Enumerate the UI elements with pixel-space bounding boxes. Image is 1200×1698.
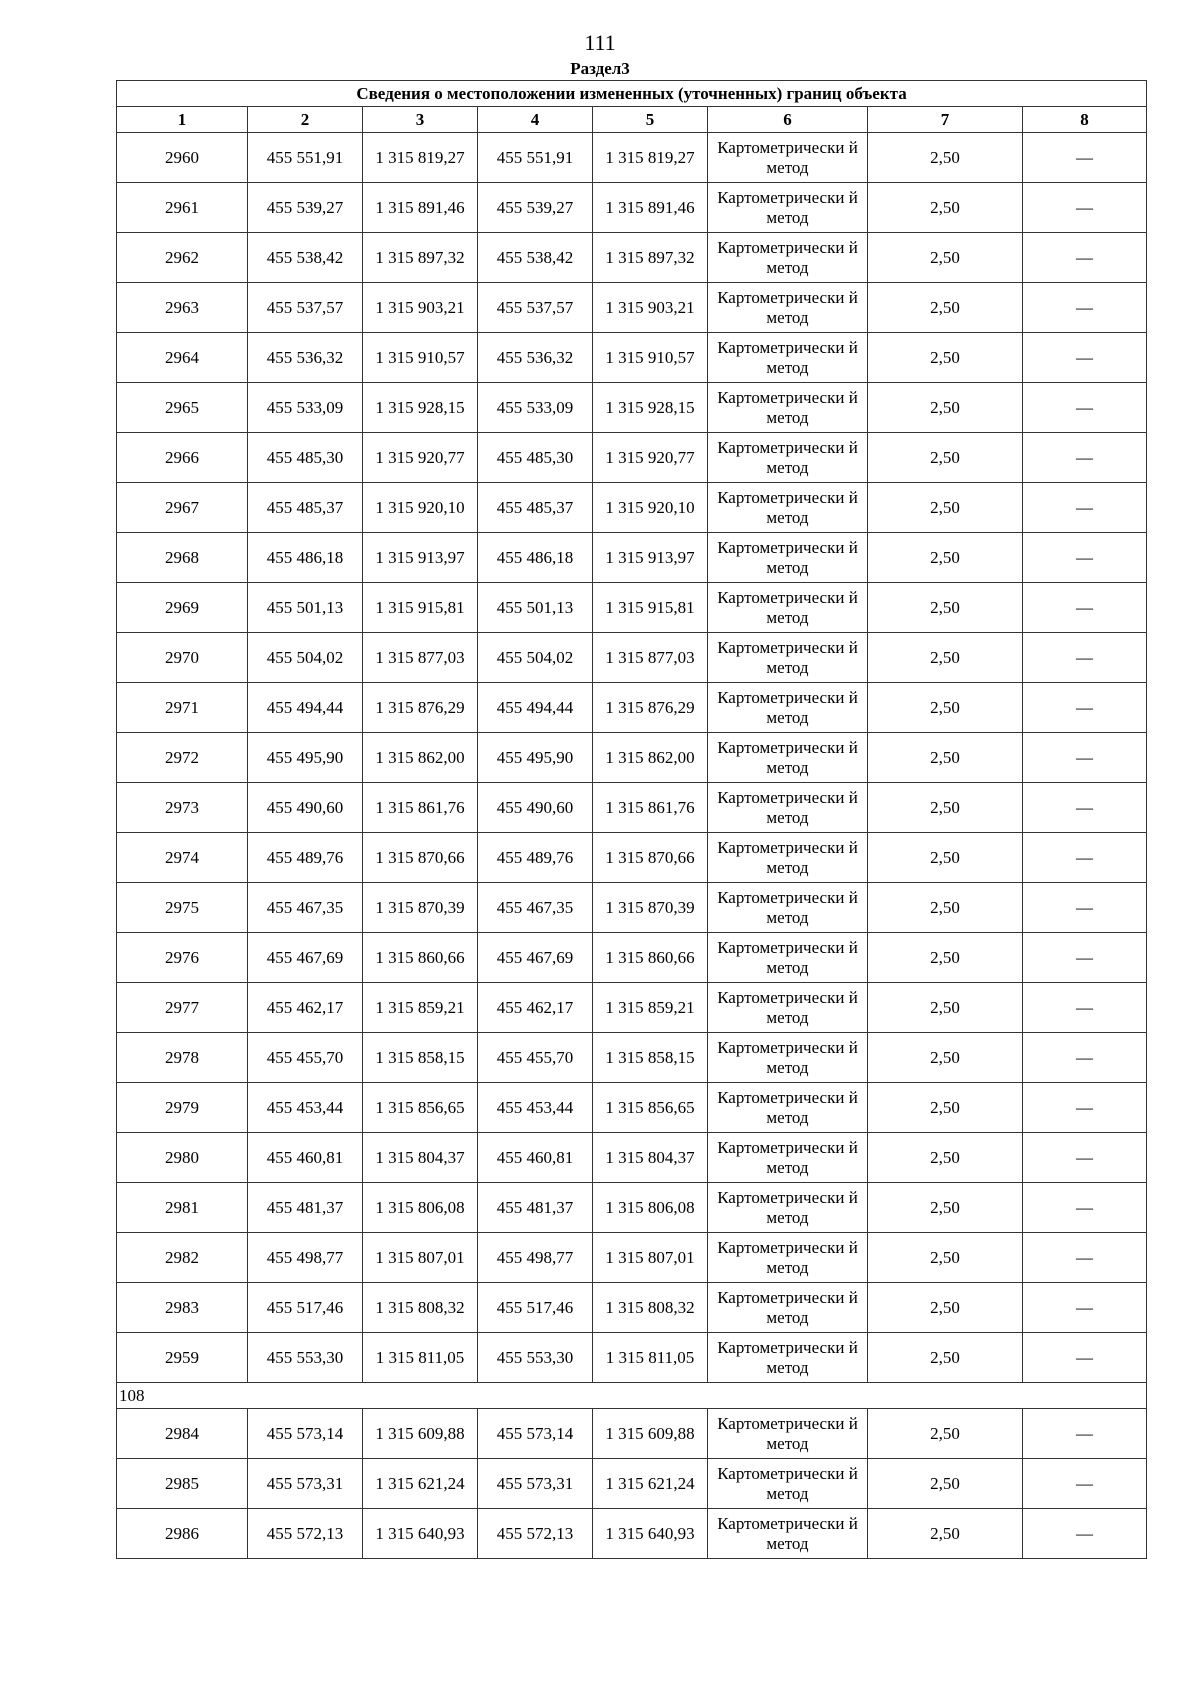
table-row — [117, 933, 1147, 983]
y-new-cell: 1 315 920,10 — [593, 483, 708, 533]
precision-cell: 2,50 — [868, 133, 1023, 183]
precision-cell: 2,50 — [868, 933, 1023, 983]
precision-cell: 2,50 — [868, 783, 1023, 833]
table-row — [117, 133, 1147, 183]
precision-cell: 2,50 — [868, 983, 1023, 1033]
precision-cell: 2,50 — [868, 433, 1023, 483]
table-row — [117, 1233, 1147, 1283]
y-old-cell: 1 315 819,27 — [363, 133, 478, 183]
precision-cell: 2,50 — [868, 1509, 1023, 1559]
x-new-cell: 455 517,46 — [478, 1283, 593, 1333]
method-cell: Картометрически й метод — [708, 783, 868, 833]
precision-cell: 2,50 — [868, 1459, 1023, 1509]
method-cell: Картометрически й метод — [708, 183, 868, 233]
column-number: 1 — [117, 107, 248, 133]
y-old-cell: 1 315 915,81 — [363, 583, 478, 633]
description-cell: — — [1023, 433, 1147, 483]
point-number-cell: 2969 — [117, 583, 248, 633]
table-row — [117, 783, 1147, 833]
x-new-cell: 455 467,69 — [478, 933, 593, 983]
method-cell: Картометрически й метод — [708, 533, 868, 583]
point-number-cell: 2959 — [117, 1333, 248, 1383]
x-old-cell: 455 485,37 — [248, 483, 363, 533]
point-number-cell: 2966 — [117, 433, 248, 483]
y-new-cell: 1 315 806,08 — [593, 1183, 708, 1233]
description-cell: — — [1023, 1409, 1147, 1459]
y-new-cell: 1 315 928,15 — [593, 383, 708, 433]
point-number-cell: 2960 — [117, 133, 248, 183]
point-number-cell: 2972 — [117, 733, 248, 783]
x-old-cell: 455 537,57 — [248, 283, 363, 333]
table-row — [117, 1183, 1147, 1233]
y-old-cell: 1 315 856,65 — [363, 1083, 478, 1133]
description-cell: — — [1023, 933, 1147, 983]
x-new-cell: 455 467,35 — [478, 883, 593, 933]
x-new-cell: 455 536,32 — [478, 333, 593, 383]
x-old-cell: 455 504,02 — [248, 633, 363, 683]
y-new-cell: 1 315 640,93 — [593, 1509, 708, 1559]
y-new-cell: 1 315 877,03 — [593, 633, 708, 683]
method-cell: Картометрически й метод — [708, 983, 868, 1033]
description-cell: — — [1023, 733, 1147, 783]
x-old-cell: 455 467,35 — [248, 883, 363, 933]
method-cell: Картометрически й метод — [708, 1083, 868, 1133]
y-old-cell: 1 315 806,08 — [363, 1183, 478, 1233]
y-new-cell: 1 315 915,81 — [593, 583, 708, 633]
x-new-cell: 455 453,44 — [478, 1083, 593, 1133]
table-row — [117, 1283, 1147, 1333]
column-number: 6 — [708, 107, 868, 133]
x-new-cell: 455 573,14 — [478, 1409, 593, 1459]
y-old-cell: 1 315 903,21 — [363, 283, 478, 333]
description-cell: — — [1023, 283, 1147, 333]
point-number-cell: 2980 — [117, 1133, 248, 1183]
section-title: Раздел3 — [570, 59, 630, 78]
y-new-cell: 1 315 861,76 — [593, 783, 708, 833]
precision-cell: 2,50 — [868, 683, 1023, 733]
x-old-cell: 455 455,70 — [248, 1033, 363, 1083]
y-new-cell: 1 315 621,24 — [593, 1459, 708, 1509]
point-number-cell: 2976 — [117, 933, 248, 983]
method-cell: Картометрически й метод — [708, 1133, 868, 1183]
precision-cell: 2,50 — [868, 1033, 1023, 1083]
method-cell: Картометрически й метод — [708, 833, 868, 883]
description-cell: — — [1023, 233, 1147, 283]
precision-cell: 2,50 — [868, 483, 1023, 533]
table-row — [117, 733, 1147, 783]
point-number-cell: 2981 — [117, 1183, 248, 1233]
table-row — [117, 533, 1147, 583]
method-cell: Картометрически й метод — [708, 433, 868, 483]
y-new-cell: 1 315 819,27 — [593, 133, 708, 183]
y-new-cell: 1 315 903,21 — [593, 283, 708, 333]
method-cell: Картометрически й метод — [708, 633, 868, 683]
description-cell: — — [1023, 383, 1147, 433]
method-cell: Картометрически й метод — [708, 1283, 868, 1333]
point-number-cell: 2963 — [117, 283, 248, 333]
y-new-cell: 1 315 862,00 — [593, 733, 708, 783]
y-old-cell: 1 315 891,46 — [363, 183, 478, 233]
description-cell: — — [1023, 883, 1147, 933]
column-number: 2 — [248, 107, 363, 133]
x-old-cell: 455 573,14 — [248, 1409, 363, 1459]
table-row — [117, 383, 1147, 433]
x-old-cell: 455 573,31 — [248, 1459, 363, 1509]
y-old-cell: 1 315 860,66 — [363, 933, 478, 983]
description-cell: — — [1023, 983, 1147, 1033]
y-old-cell: 1 315 913,97 — [363, 533, 478, 583]
y-new-cell: 1 315 804,37 — [593, 1133, 708, 1183]
x-new-cell: 455 485,37 — [478, 483, 593, 533]
precision-cell: 2,50 — [868, 883, 1023, 933]
table-row — [117, 283, 1147, 333]
description-cell: — — [1023, 1033, 1147, 1083]
x-old-cell: 455 501,13 — [248, 583, 363, 633]
table-row — [117, 1459, 1147, 1509]
y-old-cell: 1 315 609,88 — [363, 1409, 478, 1459]
y-old-cell: 1 315 861,76 — [363, 783, 478, 833]
y-new-cell: 1 315 891,46 — [593, 183, 708, 233]
x-old-cell: 455 489,76 — [248, 833, 363, 883]
x-new-cell: 455 486,18 — [478, 533, 593, 583]
x-new-cell: 455 481,37 — [478, 1183, 593, 1233]
table-row — [117, 333, 1147, 383]
description-cell: — — [1023, 1333, 1147, 1383]
method-cell: Картометрически й метод — [708, 483, 868, 533]
table-body — [117, 133, 1147, 1559]
precision-cell: 2,50 — [868, 383, 1023, 433]
description-cell: — — [1023, 1283, 1147, 1333]
x-old-cell: 455 490,60 — [248, 783, 363, 833]
precision-cell: 2,50 — [868, 233, 1023, 283]
method-cell: Картометрически й метод — [708, 1333, 868, 1383]
point-number-cell: 2985 — [117, 1459, 248, 1509]
y-old-cell: 1 315 621,24 — [363, 1459, 478, 1509]
y-new-cell: 1 315 856,65 — [593, 1083, 708, 1133]
x-new-cell: 455 539,27 — [478, 183, 593, 233]
x-new-cell: 455 504,02 — [478, 633, 593, 683]
column-number: 3 — [363, 107, 478, 133]
point-number-cell: 2964 — [117, 333, 248, 383]
x-new-cell: 455 455,70 — [478, 1033, 593, 1083]
description-cell: — — [1023, 1459, 1147, 1509]
description-cell: — — [1023, 183, 1147, 233]
x-old-cell: 455 495,90 — [248, 733, 363, 783]
table-row — [117, 233, 1147, 283]
point-number-cell: 2971 — [117, 683, 248, 733]
y-old-cell: 1 315 877,03 — [363, 633, 478, 683]
y-old-cell: 1 315 804,37 — [363, 1133, 478, 1183]
point-number-cell: 2979 — [117, 1083, 248, 1133]
table-row — [117, 833, 1147, 883]
y-old-cell: 1 315 870,66 — [363, 833, 478, 883]
x-old-cell: 455 467,69 — [248, 933, 363, 983]
description-cell: — — [1023, 1133, 1147, 1183]
x-old-cell: 455 553,30 — [248, 1333, 363, 1383]
y-new-cell: 1 315 860,66 — [593, 933, 708, 983]
point-number-cell: 2968 — [117, 533, 248, 583]
y-old-cell: 1 315 811,05 — [363, 1333, 478, 1383]
group-label: 108 — [117, 1383, 1147, 1409]
precision-cell: 2,50 — [868, 333, 1023, 383]
description-cell: — — [1023, 483, 1147, 533]
x-old-cell: 455 536,32 — [248, 333, 363, 383]
point-number-cell: 2967 — [117, 483, 248, 533]
point-number-cell: 2973 — [117, 783, 248, 833]
x-new-cell: 455 551,91 — [478, 133, 593, 183]
x-old-cell: 455 498,77 — [248, 1233, 363, 1283]
x-old-cell: 455 538,42 — [248, 233, 363, 283]
point-number-cell: 2970 — [117, 633, 248, 683]
method-cell: Картометрически й метод — [708, 883, 868, 933]
y-old-cell: 1 315 910,57 — [363, 333, 478, 383]
y-old-cell: 1 315 807,01 — [363, 1233, 478, 1283]
precision-cell: 2,50 — [868, 583, 1023, 633]
y-old-cell: 1 315 920,77 — [363, 433, 478, 483]
x-old-cell: 455 462,17 — [248, 983, 363, 1033]
column-number-row — [117, 107, 1147, 133]
description-cell: — — [1023, 783, 1147, 833]
precision-cell: 2,50 — [868, 1283, 1023, 1333]
y-new-cell: 1 315 870,39 — [593, 883, 708, 933]
x-old-cell: 455 517,46 — [248, 1283, 363, 1333]
column-number: 5 — [593, 107, 708, 133]
coordinates-table — [116, 80, 1147, 1559]
point-number-cell: 2983 — [117, 1283, 248, 1333]
table-caption: Сведения о местоположении измененных (уточненных) границ объекта — [117, 81, 1147, 107]
table-row — [117, 633, 1147, 683]
method-cell: Картометрически й метод — [708, 333, 868, 383]
point-number-cell: 2974 — [117, 833, 248, 883]
y-old-cell: 1 315 859,21 — [363, 983, 478, 1033]
y-new-cell: 1 315 876,29 — [593, 683, 708, 733]
x-new-cell: 455 572,13 — [478, 1509, 593, 1559]
y-old-cell: 1 315 862,00 — [363, 733, 478, 783]
y-new-cell: 1 315 870,66 — [593, 833, 708, 883]
y-new-cell: 1 315 858,15 — [593, 1033, 708, 1083]
method-cell: Картометрически й метод — [708, 233, 868, 283]
table-row — [117, 683, 1147, 733]
column-number: 4 — [478, 107, 593, 133]
y-new-cell: 1 315 811,05 — [593, 1333, 708, 1383]
x-new-cell: 455 538,42 — [478, 233, 593, 283]
column-number: 8 — [1023, 107, 1147, 133]
precision-cell: 2,50 — [868, 1183, 1023, 1233]
method-cell: Картометрически й метод — [708, 683, 868, 733]
x-new-cell: 455 489,76 — [478, 833, 593, 883]
y-new-cell: 1 315 609,88 — [593, 1409, 708, 1459]
y-new-cell: 1 315 913,97 — [593, 533, 708, 583]
method-cell: Картометрически й метод — [708, 1459, 868, 1509]
x-old-cell: 455 453,44 — [248, 1083, 363, 1133]
y-old-cell: 1 315 897,32 — [363, 233, 478, 283]
method-cell: Картометрически й метод — [708, 583, 868, 633]
precision-cell: 2,50 — [868, 283, 1023, 333]
precision-cell: 2,50 — [868, 1333, 1023, 1383]
y-old-cell: 1 315 858,15 — [363, 1033, 478, 1083]
y-old-cell: 1 315 920,10 — [363, 483, 478, 533]
table-row — [117, 583, 1147, 633]
description-cell: — — [1023, 333, 1147, 383]
table-row — [117, 433, 1147, 483]
page-number: 111 — [584, 30, 616, 55]
precision-cell: 2,50 — [868, 1409, 1023, 1459]
table-row — [117, 1133, 1147, 1183]
x-old-cell: 455 539,27 — [248, 183, 363, 233]
x-new-cell: 455 485,30 — [478, 433, 593, 483]
method-cell: Картометрически й метод — [708, 133, 868, 183]
point-number-cell: 2965 — [117, 383, 248, 433]
y-old-cell: 1 315 808,32 — [363, 1283, 478, 1333]
table-row — [117, 1333, 1147, 1383]
precision-cell: 2,50 — [868, 1083, 1023, 1133]
table-row — [117, 483, 1147, 533]
description-cell: — — [1023, 1233, 1147, 1283]
y-new-cell: 1 315 897,32 — [593, 233, 708, 283]
x-new-cell: 455 490,60 — [478, 783, 593, 833]
x-old-cell: 455 460,81 — [248, 1133, 363, 1183]
point-number-cell: 2982 — [117, 1233, 248, 1283]
column-number: 7 — [868, 107, 1023, 133]
x-new-cell: 455 537,57 — [478, 283, 593, 333]
description-cell: — — [1023, 633, 1147, 683]
description-cell: — — [1023, 1083, 1147, 1133]
y-old-cell: 1 315 870,39 — [363, 883, 478, 933]
point-number-cell: 2977 — [117, 983, 248, 1033]
x-old-cell: 455 494,44 — [248, 683, 363, 733]
method-cell: Картометрически й метод — [708, 1183, 868, 1233]
point-number-cell: 2961 — [117, 183, 248, 233]
table-row — [117, 1083, 1147, 1133]
y-new-cell: 1 315 910,57 — [593, 333, 708, 383]
table-row — [117, 1409, 1147, 1459]
point-number-cell: 2975 — [117, 883, 248, 933]
group-row — [117, 1383, 1147, 1409]
method-cell: Картометрически й метод — [708, 1233, 868, 1283]
x-old-cell: 455 533,09 — [248, 383, 363, 433]
y-new-cell: 1 315 920,77 — [593, 433, 708, 483]
point-number-cell: 2984 — [117, 1409, 248, 1459]
description-cell: — — [1023, 683, 1147, 733]
description-cell: — — [1023, 533, 1147, 583]
x-new-cell: 455 501,13 — [478, 583, 593, 633]
precision-cell: 2,50 — [868, 1233, 1023, 1283]
method-cell: Картометрически й метод — [708, 1509, 868, 1559]
x-old-cell: 455 551,91 — [248, 133, 363, 183]
x-new-cell: 455 498,77 — [478, 1233, 593, 1283]
description-cell: — — [1023, 1183, 1147, 1233]
x-new-cell: 455 495,90 — [478, 733, 593, 783]
table-row — [117, 883, 1147, 933]
table-row — [117, 1033, 1147, 1083]
method-cell: Картометрически й метод — [708, 283, 868, 333]
precision-cell: 2,50 — [868, 1133, 1023, 1183]
precision-cell: 2,50 — [868, 633, 1023, 683]
y-old-cell: 1 315 640,93 — [363, 1509, 478, 1559]
y-new-cell: 1 315 808,32 — [593, 1283, 708, 1333]
x-new-cell: 455 462,17 — [478, 983, 593, 1033]
point-number-cell: 2978 — [117, 1033, 248, 1083]
x-old-cell: 455 481,37 — [248, 1183, 363, 1233]
table-row — [117, 983, 1147, 1033]
x-new-cell: 455 573,31 — [478, 1459, 593, 1509]
precision-cell: 2,50 — [868, 183, 1023, 233]
table-row — [117, 183, 1147, 233]
table-row — [117, 1509, 1147, 1559]
precision-cell: 2,50 — [868, 533, 1023, 583]
description-cell: — — [1023, 833, 1147, 883]
x-old-cell: 455 572,13 — [248, 1509, 363, 1559]
description-cell: — — [1023, 583, 1147, 633]
description-cell: — — [1023, 133, 1147, 183]
y-new-cell: 1 315 807,01 — [593, 1233, 708, 1283]
x-new-cell: 455 460,81 — [478, 1133, 593, 1183]
y-new-cell: 1 315 859,21 — [593, 983, 708, 1033]
point-number-cell: 2986 — [117, 1509, 248, 1559]
method-cell: Картометрически й метод — [708, 1033, 868, 1083]
x-old-cell: 455 486,18 — [248, 533, 363, 583]
method-cell: Картометрически й метод — [708, 383, 868, 433]
precision-cell: 2,50 — [868, 733, 1023, 783]
method-cell: Картометрически й метод — [708, 733, 868, 783]
y-old-cell: 1 315 876,29 — [363, 683, 478, 733]
method-cell: Картометрически й метод — [708, 1409, 868, 1459]
y-old-cell: 1 315 928,15 — [363, 383, 478, 433]
precision-cell: 2,50 — [868, 833, 1023, 883]
x-new-cell: 455 533,09 — [478, 383, 593, 433]
x-old-cell: 455 485,30 — [248, 433, 363, 483]
x-new-cell: 455 494,44 — [478, 683, 593, 733]
description-cell: — — [1023, 1509, 1147, 1559]
method-cell: Картометрически й метод — [708, 933, 868, 983]
x-new-cell: 455 553,30 — [478, 1333, 593, 1383]
point-number-cell: 2962 — [117, 233, 248, 283]
